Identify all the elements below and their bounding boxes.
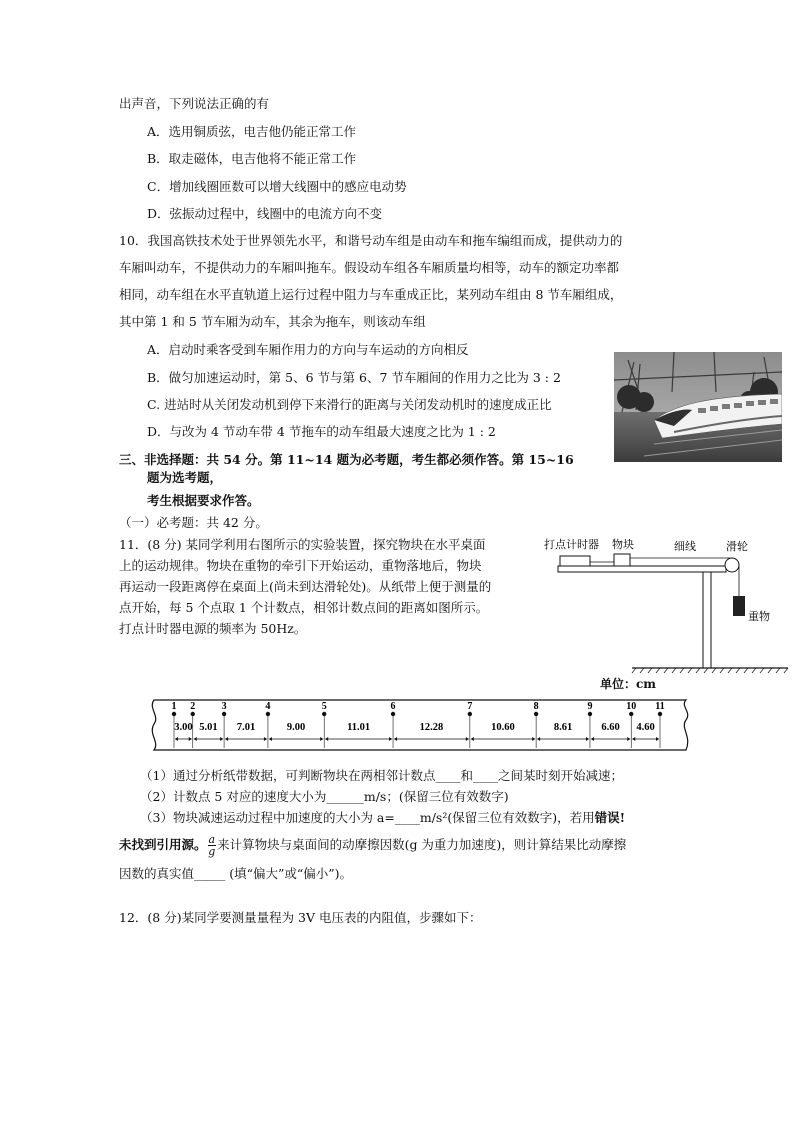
q10-option-b: B．做匀加速运动时，第 5、6 节与第 6、7 节车厢间的作用力之比为 3 : 2 (147, 370, 561, 385)
tape-point-label: 2 (190, 701, 196, 712)
q9-option-a: A．选用铜质弦，电吉他仍能正常工作 (147, 124, 357, 139)
apparatus-diagram (540, 532, 790, 692)
tape-distance-label: 10.60 (491, 722, 515, 733)
error-text-2: 未找到引用源。 (119, 837, 207, 852)
timer-box (560, 556, 590, 566)
q12-line: 12．(8 分)某同学要测量量程为 3V 电压表的内阻值，步骤如下： (119, 910, 482, 925)
q11-sub3-text: （3）物块减速运动过程中加速度的大小为 a=____m/s²(保留三位有效数字)，若用 (140, 810, 595, 825)
train-photo (614, 352, 782, 462)
tape-point-label: 1 (171, 701, 177, 712)
tape-distance-label: 4.60 (636, 722, 655, 733)
tape-point-label: 4 (265, 701, 271, 712)
q11-sub1: （1）通过分析纸带数据，可判断物块在两相邻计数点____和____之间某时刻开始减速； (140, 768, 623, 783)
q11-line-1: 11．(8 分) 某同学利用右图所示的实验装置，探究物块在水平桌面 (119, 537, 486, 552)
timer-label: 打点计时器 (544, 539, 599, 551)
tape-point-label: 10 (626, 701, 637, 712)
q10-line-4: 其中第 1 和 5 节车厢为动车，其余为拖车，则该动车组 (119, 314, 426, 329)
q11-line-3: 再运动一段距离停在桌面上(尚未到达滑轮处)。从纸带上便于测量的 (119, 579, 492, 594)
q10-option-d: D．与改为 4 节动车带 4 节拖车的动车组最大速度之比为 1 : 2 (147, 424, 496, 439)
q10-option-a: A．启动时乘客受到车厢作用力的方向与车运动的方向相反 (147, 342, 469, 357)
tape-distance-label: 6.60 (601, 722, 620, 733)
section3-required-subheading: （一）必考题：共 42 分。 (119, 515, 268, 530)
block-label: 物块 (612, 539, 634, 551)
tape-point-label: 3 (221, 701, 227, 712)
pulley-label: 滑轮 (726, 541, 748, 553)
fraction-numerator: a (208, 833, 216, 846)
q11-sub3-text-b: 来计算物块与桌面间的动摩擦因数(g 为重力加速度)，则计算结果比动摩擦 (217, 837, 627, 852)
weight-block (733, 596, 745, 616)
section3-heading-line3: 考生根据要求作答。 (147, 493, 260, 508)
q11-line-2: 上的运动规律。物块在重物的牵引下开始运动，重物落地后，物块 (119, 558, 482, 573)
q11-sub3-part-c: 因数的真实值_____ (填“偏大”或“偏小”)。 (119, 866, 353, 881)
section3-heading-line2: 题为选考题， (147, 470, 223, 485)
tape-point-label: 9 (587, 701, 593, 712)
fraction-a-over-g (208, 834, 217, 857)
q11-sub3-part-a (140, 810, 625, 826)
section3-heading-line1: 三、非选择题：共 54 分。第 11~14 题为必考题，考生都必须作答。第 15~16 (119, 452, 574, 467)
q10-option-c: C. 进站时从关闭发动机到停下来滑行的距离与关闭发动机时的速度成正比 (147, 397, 552, 412)
paper-tape-diagram (140, 692, 700, 758)
tape-point-label: 11 (655, 701, 665, 712)
q10-line-1: 10．我国高铁技术处于世界领先水平，和谐号动车组是由动车和拖车编组而成，提供动力的 (119, 233, 623, 248)
tape-distance-label: 5.01 (199, 722, 218, 733)
tape-point-label: 8 (533, 701, 539, 712)
q11-sub3-part-b (119, 834, 626, 857)
q9-stem-end: 出声音，下列说法正确的有 (119, 96, 270, 111)
tape-point-label: 6 (390, 701, 396, 712)
tape-distance-label: 3.00 (174, 722, 193, 733)
tape-distance-label: 12.28 (419, 722, 444, 733)
fraction-denominator: g (208, 845, 216, 858)
table-top (558, 566, 726, 572)
floor-hatch (632, 668, 788, 673)
q10-line-2: 车厢叫动车，不提供动力的车厢叫拖车。假设动车组各车厢质量均相等，动车的额定功率都 (119, 260, 620, 275)
q9-option-c: C．增加线圈匝数可以增大线圈中的感应电动势 (147, 179, 407, 194)
tape-distance-label: 8.61 (553, 722, 573, 733)
weight-label: 重物 (748, 611, 770, 623)
error-text-1: 错误! (594, 810, 626, 825)
q10-line-3: 相同，动车组在水平直轨道上运行过程中阻力与车重成正比，某列动车组由 8 节车厢组成， (119, 287, 623, 302)
tape-point-label: 5 (321, 701, 327, 712)
q9-option-b: B．取走磁体，电吉他将不能正常工作 (147, 151, 357, 166)
tape-distance-label: 11.01 (347, 722, 371, 733)
string-label: 细线 (674, 541, 696, 553)
tape-distance-label: 7.01 (236, 722, 256, 733)
table-leg (703, 572, 711, 668)
q11-line-4: 点开始，每 5 个点取 1 个计数点，相邻计数点间的距离如图所示。 (119, 600, 489, 615)
pulley-circle (725, 558, 739, 572)
q9-option-d: D．弦振动过程中，线圈中的电流方向不变 (147, 206, 383, 221)
q11-sub2: （2）计数点 5 对应的速度大小为______m/s；(保留三位有效数字) (140, 789, 509, 804)
tape-point-label: 7 (467, 701, 473, 712)
q11-line-5: 打点计时器电源的频率为 50Hz。 (119, 621, 307, 636)
block-box (614, 554, 630, 566)
tape-distance-label: 9.00 (286, 722, 306, 733)
tape-unit-label: 单位：cm (600, 677, 657, 691)
